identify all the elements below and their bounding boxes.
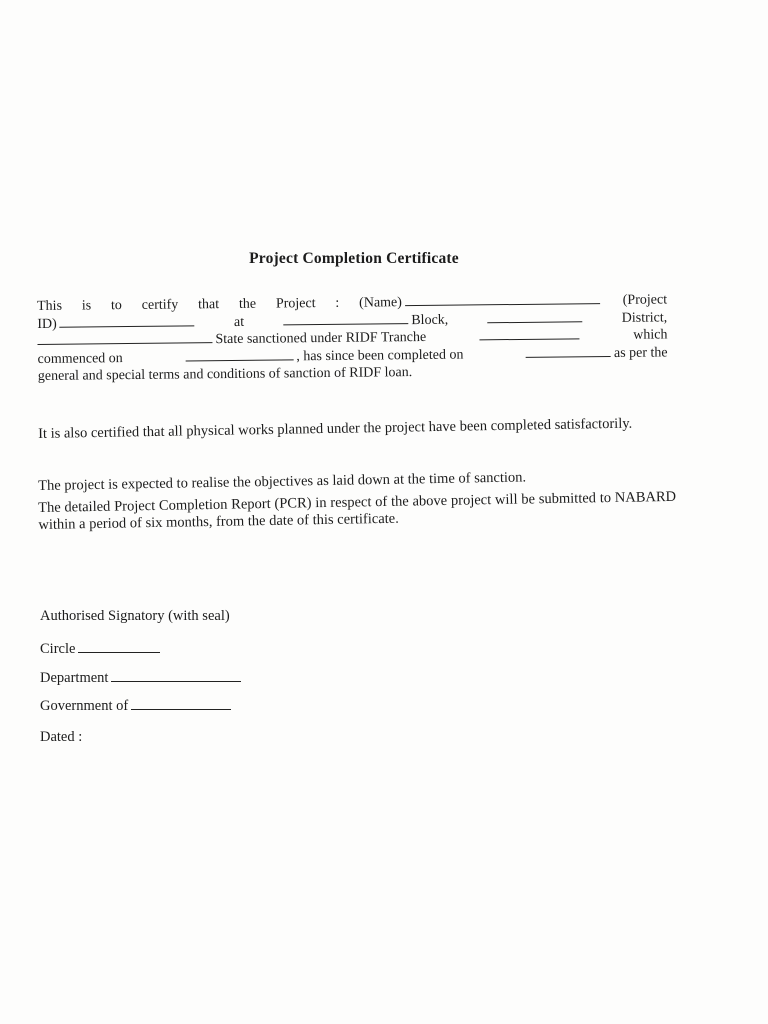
dated-field: Dated :: [40, 729, 83, 745]
government-label: Government of: [40, 698, 129, 714]
text: as per the: [613, 344, 668, 361]
government-field: [40, 697, 231, 715]
text: commenced on: [37, 350, 123, 367]
text: :: [335, 295, 340, 311]
department-field: [40, 669, 241, 687]
text: to: [110, 298, 122, 314]
state-tranche-blank[interactable]: [480, 328, 580, 340]
project-name-blank[interactable]: [405, 293, 600, 306]
pcr-paragraph: The detailed Project Completion Report (PCR) in respect of the above project will be submitted to NABARD within a period of six months, from the date of this certificate.: [38, 488, 677, 533]
text: Project: [275, 296, 316, 312]
district-blank[interactable]: [37, 332, 212, 345]
text: ID): [37, 316, 57, 332]
completed-date-blank[interactable]: [526, 345, 611, 357]
text: the: [238, 296, 257, 312]
block-blank[interactable]: [487, 311, 582, 323]
objectives-paragraph: The project is expected to realise the objectives as laid down at the time of sanction.: [38, 469, 527, 494]
text: general and special terms and conditions of sanction of RIDF loan.: [37, 365, 413, 384]
text: certify: [141, 297, 179, 313]
text: which: [633, 327, 668, 343]
text: that: [198, 297, 220, 313]
circle-field: [40, 640, 160, 658]
physical-works-paragraph: It is also certified that all physical works planned under the project have been completed satisfactorily.: [38, 415, 633, 442]
page-title: Project Completion Certificate: [249, 250, 459, 267]
circle-blank[interactable]: [78, 640, 160, 653]
commenced-date-blank[interactable]: [185, 349, 293, 361]
certification-paragraph: [37, 291, 668, 385]
department-blank[interactable]: [111, 669, 241, 682]
text: District,: [621, 309, 668, 326]
circle-label: Circle: [40, 641, 76, 657]
text: State sanctioned under RIDF Tranche: [215, 329, 427, 348]
department-label: Department: [40, 670, 109, 686]
text: at: [233, 314, 245, 330]
text: is: [81, 298, 92, 314]
text: (Name): [359, 295, 402, 311]
signatory-heading: Authorised Signatory (with seal): [40, 608, 230, 624]
text: , has since been completed on: [296, 347, 464, 364]
text: Block,: [411, 312, 449, 328]
project-id-blank[interactable]: [60, 315, 195, 327]
text: This: [37, 298, 63, 314]
text: (Project: [622, 292, 668, 308]
location-blank[interactable]: [283, 313, 408, 325]
government-blank[interactable]: [131, 697, 231, 710]
